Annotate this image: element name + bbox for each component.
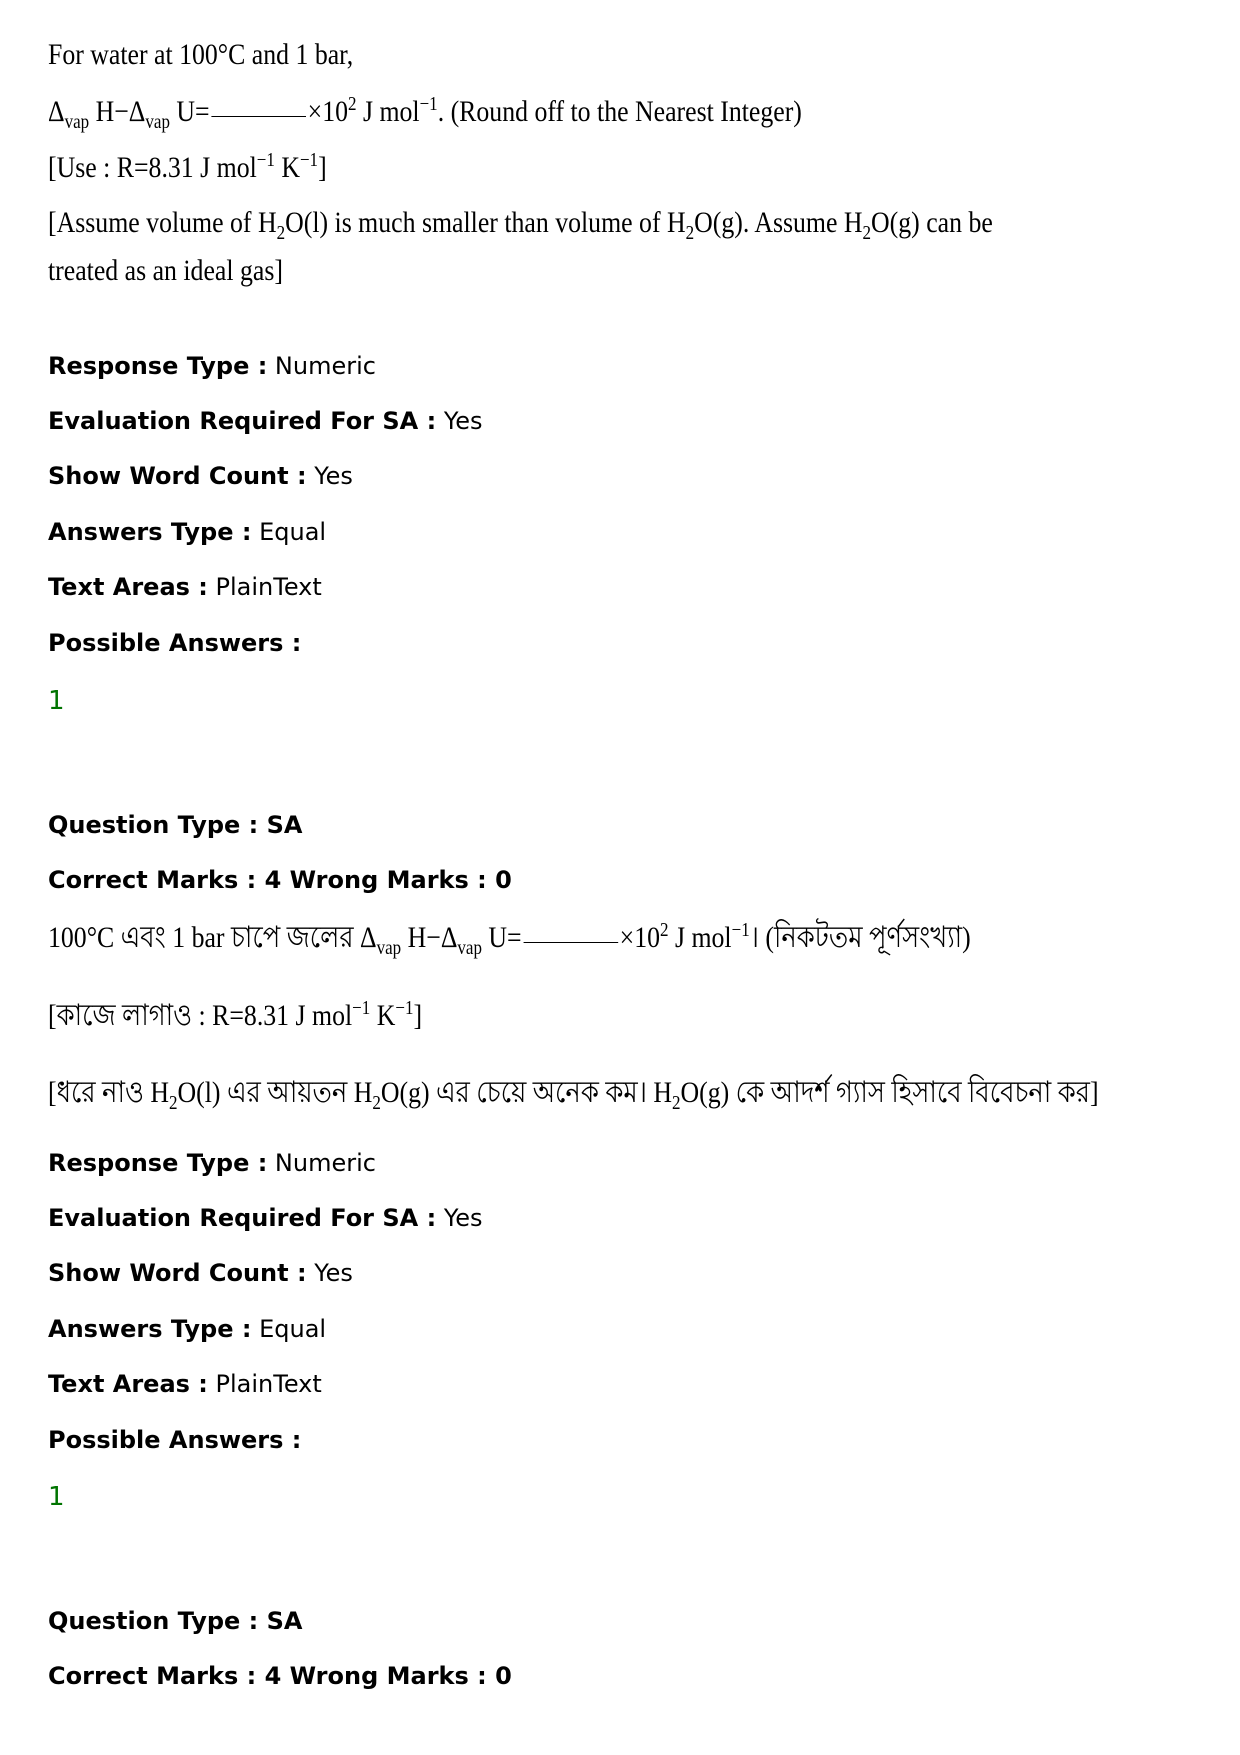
- q1-equation: $\Delta_{vap}$ $H-\Delta_{vap}$ $U= \times 10^2$ J mol$^{-1}$. (Round off to the Nearest Integer): [48, 93, 802, 133]
- text-areas: Text Areas : PlainText: [48, 1370, 322, 1398]
- q1-use-constant: [Use : R=8.31 J mol$^{-1}$ $K^{-1}$]: [48, 149, 327, 184]
- evaluation-required: Evaluation Required For SA : Yes: [48, 407, 483, 435]
- q2-use-constant: [কাজে লাগাও : R=8.31 J mol$^{-1}$ $K^{-1}$]: [48, 997, 423, 1032]
- possible-answers-label: Possible Answers :: [48, 629, 302, 657]
- response-type: Response Type : Numeric: [48, 1149, 376, 1177]
- possible-answer-value: 1: [48, 1482, 65, 1512]
- possible-answer-value: 1: [48, 686, 65, 716]
- show-word-count: Show Word Count : Yes: [48, 1259, 353, 1287]
- q1-assumption: [Assume volume of $H_2O(l)$ is much smaller than volume of $H_2O(g)$. Assume $H_2O(g)$ can be: [48, 206, 993, 244]
- answer-blank: [211, 114, 306, 117]
- answer-blank: [523, 940, 618, 943]
- response-type: Response Type : Numeric: [48, 352, 376, 380]
- possible-answers-label: Possible Answers :: [48, 1426, 302, 1454]
- show-word-count: Show Word Count : Yes: [48, 462, 353, 490]
- marks-info: Correct Marks : 4 Wrong Marks : 0: [48, 866, 512, 894]
- answers-type: Answers Type : Equal: [48, 518, 327, 546]
- q1-intro: For water at 100°C and 1 bar,: [48, 38, 354, 71]
- answers-type: Answers Type : Equal: [48, 1315, 327, 1343]
- question-type: Question Type : SA: [48, 1607, 303, 1635]
- question-type: Question Type : SA: [48, 811, 303, 839]
- q2-equation: 100°C এবং 1 bar চাপে জলের $\Delta_{vap}$ $H-\Delta_{vap}$ $U= \times 10^2$ J mol$^{-1}$। (নিকটতম পূর্ণসংখ্যা): [48, 919, 971, 959]
- marks-info: Correct Marks : 4 Wrong Marks : 0: [48, 1662, 512, 1690]
- evaluation-required: Evaluation Required For SA : Yes: [48, 1204, 483, 1232]
- q1-assumption-cont: treated as an ideal gas]: [48, 254, 283, 287]
- text-areas: Text Areas : PlainText: [48, 573, 322, 601]
- q2-assumption: [ধরে নাও $H_2O(l)$ এর আয়তন $H_2O(g)$ এর চেয়ে অনেক কম। $H_2O(g)$ কে আদর্শ গ্যাস হিসাবে বিবেচনা কর]: [48, 1076, 1099, 1114]
